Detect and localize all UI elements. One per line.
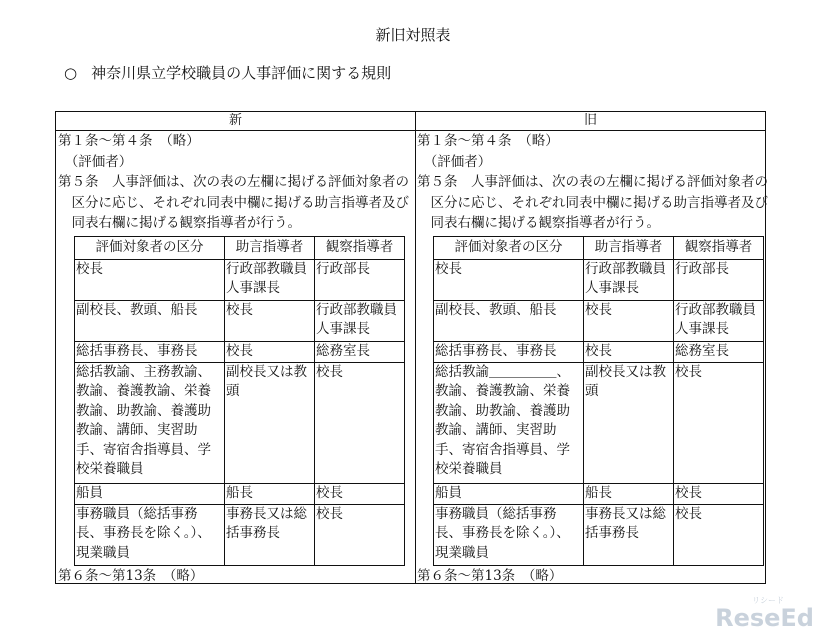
logo-subtext: リシード (752, 596, 784, 605)
advisor-cell: 行政部教職員人事課長 (584, 259, 674, 300)
observer-header: 観察指導者 (674, 236, 764, 259)
observer-cell: 行政部長 (315, 259, 405, 300)
advisor-cell: 行政部教職員人事課長 (225, 259, 315, 300)
evaluatee-category-header: 評価対象者の区分 (434, 236, 584, 259)
section-caption: （評価者） (423, 153, 492, 170)
page-title: 新旧対照表 (375, 26, 451, 44)
evaluator-table (433, 236, 764, 566)
evaluatee-cell: 総括教諭、主務教諭、教諭、養護教諭、栄養教諭、助教諭、養護助教諭、講師、実習助手、寄宿舎指導員、学校栄養職員 (75, 362, 225, 483)
observer-cell: 行政部教職員人事課長 (674, 300, 764, 341)
evaluatee-cell: 船員 (75, 483, 225, 504)
advisor-cell: 校長 (584, 300, 674, 341)
logo-text: ReseEd (715, 604, 814, 632)
old-column-header: 旧 (583, 113, 597, 128)
section-caption: （評価者） (64, 153, 133, 170)
evaluatee-cell: 船員 (434, 483, 584, 504)
table-row (434, 504, 764, 565)
column-divider (415, 112, 416, 583)
comparison-table (55, 111, 766, 584)
new-column-header: 新 (228, 113, 242, 128)
circle-mark: ○ (64, 64, 78, 82)
evaluatee-cell: 事務職員（総括事務長、事務長を除く。）、現業職員 (75, 504, 225, 565)
observer-cell: 総務室長 (315, 341, 405, 362)
article-range-end: 第６条〜第13条 （略） (58, 567, 204, 584)
regulation-title: 神奈川県立学校職員の人事評価に関する規則 (91, 64, 392, 82)
evaluatee-cell: 総括事務長、事務長 (75, 341, 225, 362)
advisor-header: 助言指導者 (225, 236, 315, 259)
advisor-cell: 副校長又は教頭 (584, 362, 674, 483)
table-row (75, 504, 405, 565)
observer-cell: 総務室長 (674, 341, 764, 362)
evaluatee-cell: 校長 (434, 259, 584, 300)
advisor-cell: 校長 (225, 341, 315, 362)
table-row (75, 300, 405, 341)
article-range: 第１条〜第４条 （略） (58, 133, 200, 149)
regulation-heading (64, 62, 391, 83)
article-5-text: 第５条 人事評価は、次の表の左欄に掲げる評価対象者の区分に応じ、それぞれ同表中欄に掲げる助言指導者及び同表右欄に掲げる観察指導者が行う。 (58, 174, 409, 231)
table-row (434, 483, 764, 504)
table-row (75, 483, 405, 504)
observer-cell: 校長 (315, 483, 405, 504)
advisor-cell: 船長 (584, 483, 674, 504)
table-row (75, 341, 405, 362)
observer-cell: 校長 (315, 362, 405, 483)
evaluatee-cell: 校長 (75, 259, 225, 300)
advisor-cell: 校長 (584, 341, 674, 362)
observer-header: 観察指導者 (315, 236, 405, 259)
table-header-row (434, 236, 764, 259)
evaluatee-cell: 副校長、教頭、船長 (75, 300, 225, 341)
table-row (434, 300, 764, 341)
observer-cell: 校長 (674, 483, 764, 504)
observer-cell: 校長 (315, 504, 405, 565)
advisor-cell: 副校長又は教頭 (225, 362, 315, 483)
table-row (75, 259, 405, 300)
advisor-cell: 校長 (225, 300, 315, 341)
table-row (434, 259, 764, 300)
table-row (75, 362, 405, 483)
evaluatee-cell: 事務職員（総括事務長、事務長を除く。）、現業職員 (434, 504, 584, 565)
table-row (434, 362, 764, 483)
old-column (417, 131, 772, 583)
article-range-end: 第６条〜第13条 （略） (417, 567, 563, 584)
article-range: 第１条〜第４条 （略） (417, 133, 559, 149)
evaluatee-category-header: 評価対象者の区分 (75, 236, 225, 259)
evaluatee-cell: 副校長、教頭、船長 (434, 300, 584, 341)
observer-cell: 行政部長 (674, 259, 764, 300)
observer-cell: 校長 (674, 362, 764, 483)
advisor-cell: 船長 (225, 483, 315, 504)
evaluatee-cell: 総括事務長、事務長 (434, 341, 584, 362)
advisor-cell: 事務長又は総括事務長 (225, 504, 315, 565)
observer-cell: 行政部教職員人事課長 (315, 300, 405, 341)
observer-cell: 校長 (674, 504, 764, 565)
table-row (434, 341, 764, 362)
evaluatee-cell: 総括教諭＿＿＿＿＿、教諭、養護教諭、栄養教諭、助教諭、養護助教諭、講師、実習助手、寄宿舎指導員、学校栄養職員 (434, 362, 584, 483)
resed-logo (715, 596, 814, 632)
article-5-text: 第５条 人事評価は、次の表の左欄に掲げる評価対象者の区分に応じ、それぞれ同表中欄に掲げる助言指導者及び同表右欄に掲げる観察指導者が行う。 (417, 174, 768, 231)
advisor-cell: 事務長又は総括事務長 (584, 504, 674, 565)
evaluator-table (74, 236, 405, 566)
table-header-row (75, 236, 405, 259)
advisor-header: 助言指導者 (584, 236, 674, 259)
new-column (58, 131, 413, 583)
